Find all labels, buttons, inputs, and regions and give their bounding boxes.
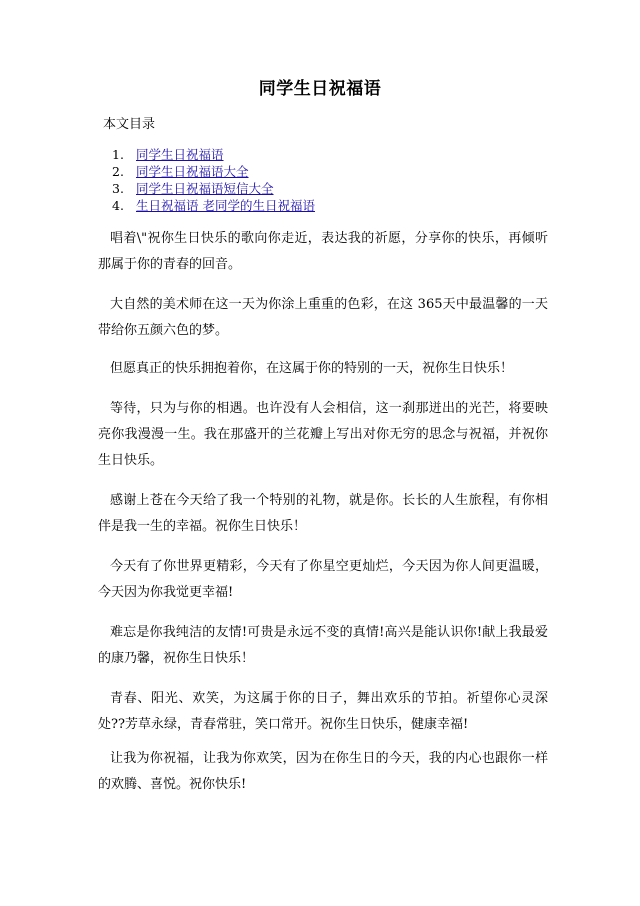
toc-item-number: 2.	[112, 164, 124, 179]
toc-item	[112, 197, 315, 214]
body-paragraph-1: 唱着\"祝你生日快乐的歌向你走近，表达我的祈愿，分享你的快乐，再倾听那属于你的青春的回音。	[98, 231, 548, 272]
toc-item	[112, 180, 315, 197]
body-paragraph-4: 等待，只为与你的相遇。也许没有人会相信，这一刹那迸出的光芒，将要映亮你我漫漫一生。我在那盛开的兰花瓣上写出对你无穷的思念与祝福，并祝你生日快乐。	[98, 401, 548, 468]
toc-link-2[interactable]: 同学生日祝福语大全	[136, 164, 249, 179]
body-paragraph-5: 感谢上苍在今天给了我一个特别的礼物，就是你。长长的人生旅程，有你相伴是我一生的幸福。祝你生日快乐！	[98, 493, 548, 534]
toc-link-1[interactable]: 同学生日祝福语	[136, 147, 224, 162]
toc-item-number: 1.	[112, 147, 124, 162]
toc-item-number: 3.	[112, 181, 124, 196]
body-paragraph-7: 难忘是你我纯洁的友情!可贵是永远不变的真情!高兴是能认识你!献上我最爱的康乃馨，祝你生日快乐！	[98, 625, 548, 666]
toc-item-number: 4.	[112, 198, 124, 213]
body-paragraph-2: 大自然的美术师在这一天为你涂上重重的色彩，在这 365天中最温馨的一天带给你五颜六色的梦。	[98, 297, 548, 338]
toc-item	[112, 146, 315, 163]
body-paragraph-3: 但愿真正的快乐拥抱着你，在这属于你的特别的一天，祝你生日快乐！	[110, 361, 514, 376]
body-paragraph-8: 青春、阳光、欢笑，为这属于你的日子，舞出欢乐的节拍。祈望你心灵深处??芳草永绿，青春常驻，笑口常开。祝你生日快乐，健康幸福!	[98, 691, 548, 732]
toc-link-3[interactable]: 同学生日祝福语短信大全	[136, 181, 274, 196]
toc-heading: 本文目录	[103, 117, 156, 132]
toc-item	[112, 163, 315, 180]
toc-link-4[interactable]: 生日祝福语 老同学的生日祝福语	[136, 198, 315, 213]
body-paragraph-9: 让我为你祝福，让我为你欢笑，因为在你生日的今天，我的内心也跟你一样的欢腾、喜悦。祝你快乐!	[98, 751, 548, 792]
body-paragraph-6: 今天有了你世界更精彩，今天有了你星空更灿烂，今天因为你人间更温暖，今天因为你我觉更幸福!	[98, 559, 548, 600]
table-of-contents	[112, 146, 315, 214]
document-title: 同学生日祝福语	[258, 79, 382, 99]
